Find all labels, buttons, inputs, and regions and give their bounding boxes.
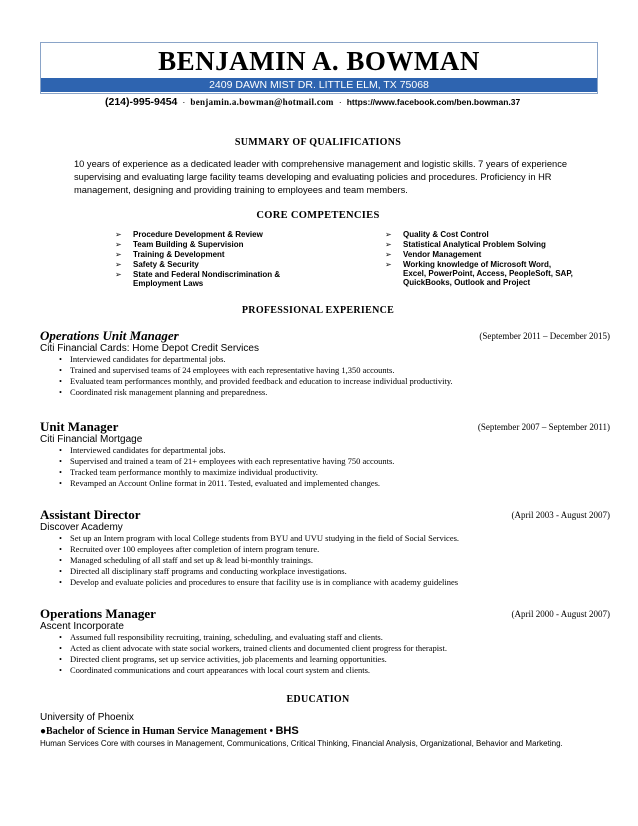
job-title: Assistant Director — [40, 507, 141, 522]
list-item: • Interviewed candidates for departmental jobs. — [40, 445, 610, 456]
candidate-name: BENJAMIN A. BOWMAN — [158, 46, 480, 76]
list-item: • Evaluated team performances monthly, and provided feedback and education to increase individual productivity. — [40, 376, 610, 387]
email-address[interactable]: benjamin.a.bowman@hotmail.com — [190, 97, 334, 107]
competency-item: ➢ Statistical Analytical Problem Solving — [385, 240, 575, 249]
education-entry — [40, 712, 615, 749]
job-title: Operations Unit Manager — [40, 328, 179, 343]
job-company: Citi Financial Mortgage — [40, 434, 143, 445]
list-item: • Coordinated communications and court appearances with local court system and clients. — [40, 665, 610, 676]
list-item: • Coordinated risk management planning and preparedness. — [40, 387, 610, 398]
header-box — [40, 42, 598, 94]
list-item: • Interviewed candidates for departmental jobs. — [40, 354, 610, 365]
list-item: • Acted as client advocate with state social workers, trained clients and documented client progress for therapist. — [40, 643, 610, 654]
facebook-link[interactable]: https://www.facebook.com/ben.bowman.37 — [346, 97, 521, 107]
job-entry — [40, 507, 610, 588]
list-item: • Tracked team performance monthly to maximize individual productivity. — [40, 467, 610, 478]
job-title: Operations Manager — [40, 606, 156, 621]
job-title: Unit Manager — [40, 419, 119, 434]
school-name: University of Phoenix — [40, 712, 134, 723]
job-entry — [40, 419, 610, 489]
job-dates: (September 2007 – September 2011) — [477, 422, 610, 432]
list-item: • Supervised and trained a team of 21+ employees with each representative having 750 accounts. — [40, 456, 610, 467]
summary-text: 10 years of experience as a dedicated leader with comprehensive management and logistic skills. 7 years of experience supervising and evaluating large facility teams developing and evaluating policies and procedures. Proficiency in HR management, designing and providing training to employees and team members. — [74, 159, 568, 195]
job-bullets — [40, 354, 610, 398]
list-item: • Trained and supervised teams of 24 employees with each representative having 1,350 accounts. — [40, 365, 610, 376]
degree-abbreviation: BHS — [275, 725, 299, 737]
job-dates: (April 2003 - August 2007) — [511, 510, 610, 520]
list-item: • Directed all disciplinary staff programs and conducting workplace investigations. — [40, 566, 610, 577]
competency-item: ➢ Safety & Security — [115, 260, 315, 269]
phone-number: (214)-995-9454 — [105, 96, 178, 108]
list-item: • Recruited over 100 employees after completion of intern program tenure. — [40, 544, 610, 555]
list-item: • Develop and evaluate policies and procedures to ensure that facility use is in compliance with academy guidelines — [40, 577, 610, 588]
list-item: • Revamped an Account Online format in 2011. Tested, evaluated and implemented changes. — [40, 478, 610, 489]
degree-line — [40, 724, 615, 739]
separator: · — [338, 97, 342, 107]
contact-line — [40, 96, 620, 108]
summary-heading: SUMMARY OF QUALIFICATIONS — [234, 137, 402, 148]
job-dates: (September 2011 – December 2015) — [479, 331, 610, 341]
competency-item: ➢ Quality & Cost Control — [385, 230, 575, 239]
competency-item: ➢ Procedure Development & Review — [115, 230, 315, 239]
job-bullets — [40, 445, 610, 489]
list-item: • Managed scheduling of all staff and set up & lead bi-monthly trainings. — [40, 555, 610, 566]
separator: · — [182, 97, 186, 107]
competency-item: ➢ Working knowledge of Microsoft Word, Excel, PowerPoint, Access, PeopleSoft, SAP, QuickBooks, Outlook and Project — [385, 260, 575, 287]
education-heading: EDUCATION — [286, 694, 350, 705]
job-company: Ascent Incorporate — [40, 621, 124, 632]
competency-item: ➢ Team Building & Supervision — [115, 240, 315, 249]
experience-heading: PROFESSIONAL EXPERIENCE — [241, 305, 395, 316]
competencies-left-list — [115, 230, 315, 289]
address-bar: 2409 DAWN MIST DR. LITTLE ELM, TX 75068 — [41, 78, 597, 92]
job-entry — [40, 328, 610, 398]
competencies-right-list — [385, 230, 575, 288]
education-courses: Human Services Core with courses in Management, Communications, Critical Thinking, Financial Analysis, Organizational, Behavior and Marketing. — [40, 739, 563, 748]
competency-item: ➢ Vendor Management — [385, 250, 575, 259]
competency-item: ➢ State and Federal Nondiscrimination & Employment Laws — [115, 270, 298, 288]
job-company: Citi Financial Cards: Home Depot Credit Services — [40, 343, 259, 354]
bullet-icon: ● — [40, 726, 47, 737]
competency-item: ➢ Training & Development — [115, 250, 315, 259]
job-company: Discover Academy — [40, 522, 123, 533]
job-entry — [40, 606, 610, 676]
competencies-heading: CORE COMPETENCIES — [256, 210, 380, 221]
job-bullets — [40, 533, 610, 588]
job-bullets — [40, 632, 610, 676]
list-item: • Set up an Intern program with local College students from BYU and UVU studying in the field of Social Services. — [40, 533, 610, 544]
job-dates: (April 2000 - August 2007) — [511, 609, 610, 619]
list-item: • Directed client programs, set up service activities, job placements and learning opportunities. — [40, 654, 610, 665]
list-item: • Assumed full responsibility recruiting, training, scheduling, and evaluating staff and clients. — [40, 632, 610, 643]
degree-name: Bachelor of Science in Human Service Management • — [46, 726, 273, 737]
